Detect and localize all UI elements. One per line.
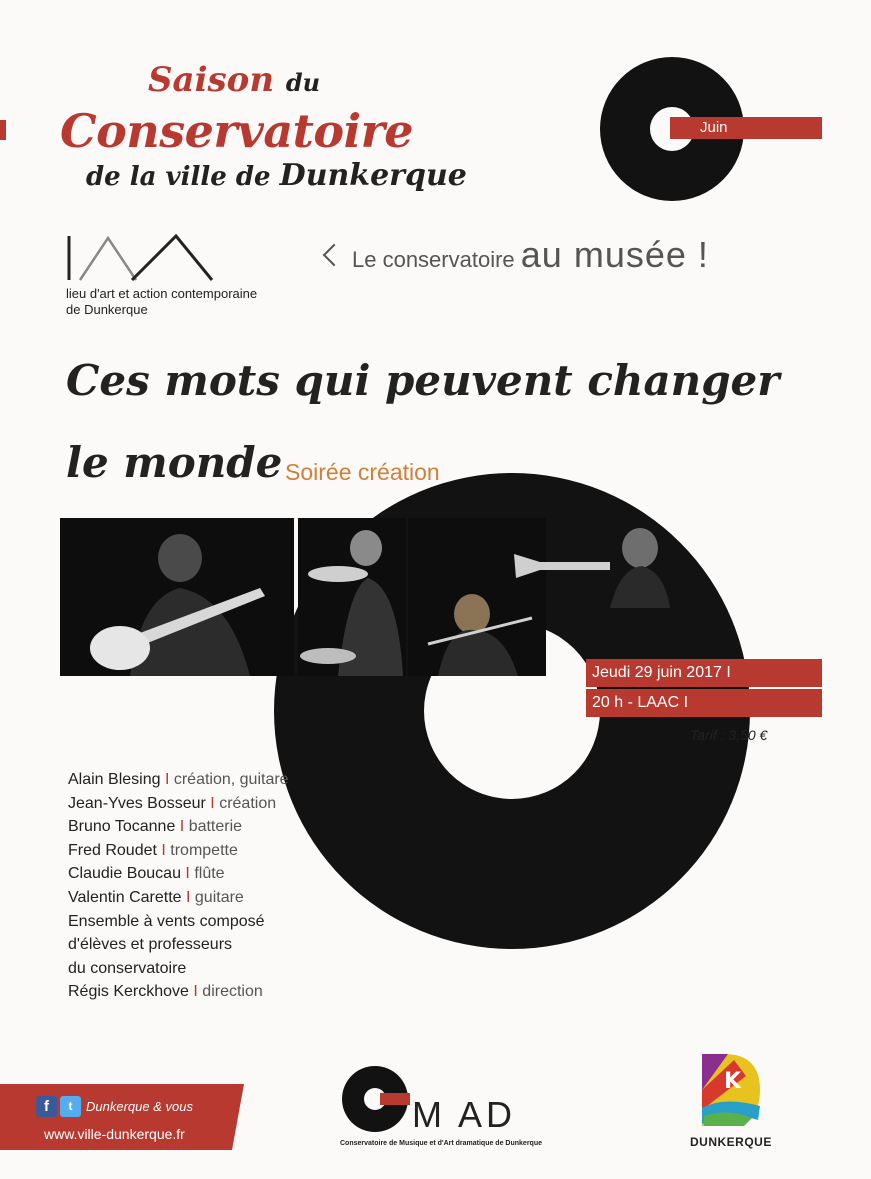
event-date: Jeudi 29 juin 2017 I: [592, 664, 731, 681]
laac-caption: lieu d'art et action contemporaine de Dunkerque: [66, 286, 258, 317]
performer-role: batterie: [188, 818, 243, 836]
dunkerque-label: DUNKERQUE: [690, 1135, 772, 1149]
lineup-item: [68, 839, 289, 863]
performer-name: Régis Kerckhove: [68, 983, 189, 1001]
twitter-icon[interactable]: t: [60, 1096, 81, 1117]
event-title-line1: Ces mots qui peuvent changer: [66, 356, 780, 405]
separator: I: [175, 818, 189, 836]
performer-role: direction: [202, 983, 263, 1001]
lineup-item: [68, 792, 289, 816]
social-text: Dunkerque & vous: [86, 1099, 193, 1114]
lineup-item: [68, 980, 289, 1004]
month-bar: [670, 117, 822, 139]
performer-name: Fred Roudet: [68, 841, 157, 859]
laac-logo: [66, 232, 216, 282]
event-time-place: 20 h - LAAC I: [592, 694, 689, 711]
chevron-left-icon: [323, 244, 346, 267]
separator: I: [156, 841, 171, 859]
performer-name: Valentin Carette: [68, 888, 182, 906]
edge-mark: [0, 120, 6, 140]
event-title-line2: le monde: [66, 438, 283, 487]
title-saison: Saison du: [148, 60, 321, 100]
separator: I: [160, 771, 174, 788]
lineup-item: [68, 768, 289, 792]
performer-role: création, guitare: [173, 771, 289, 788]
separator: I: [205, 794, 220, 812]
performer-role: trompette: [170, 841, 238, 859]
series-title: Le conservatoire au musée !: [326, 234, 709, 276]
performer-name: du conservatoire: [68, 959, 187, 977]
event-time-box: [586, 689, 822, 717]
dunkerque-logo: [694, 1050, 764, 1130]
performer-name: Bruno Tocanne: [68, 818, 176, 836]
svg-text:K: K: [724, 1069, 742, 1094]
event-date-box: [586, 659, 822, 687]
performer-name: Alain Blesing: [68, 771, 161, 788]
lineup-item: [68, 957, 289, 981]
lineup-item: [68, 862, 289, 886]
lineup-item: [68, 910, 289, 934]
title-ville: de la ville de Dunkerque: [86, 158, 467, 193]
separator: I: [180, 865, 195, 883]
lineup-item: [68, 815, 289, 839]
website-link[interactable]: www.ville-dunkerque.fr: [44, 1126, 185, 1142]
title-conservatoire: Conservatoire: [60, 104, 414, 158]
performer-name: Claudie Boucau: [68, 865, 181, 883]
separator: I: [188, 983, 203, 1001]
cmad-caption: Conservatoire de Musique et d'Art dramatique de Dunkerque: [340, 1140, 542, 1147]
lineup-item: [68, 886, 289, 910]
cmad-logo: [340, 1064, 410, 1134]
performer-name: d'élèves et professeurs: [68, 936, 233, 954]
lineup-item: [68, 933, 289, 957]
performer-name: Ensemble à vents composé: [68, 912, 265, 930]
performer-name: Jean-Yves Bosseur: [68, 794, 206, 812]
cmad-letters: M AD: [412, 1094, 517, 1135]
photo-drummer: [298, 518, 406, 676]
month-label: Juin: [700, 119, 728, 136]
performer-role: guitare: [194, 888, 244, 906]
event-subtitle: Soirée création: [285, 459, 440, 485]
tarif: Tarif : 3,50 €: [690, 727, 768, 743]
photo-trumpeter: [510, 518, 670, 608]
separator: I: [181, 888, 195, 906]
facebook-icon[interactable]: f: [36, 1096, 57, 1117]
photo-guitarist: [60, 518, 294, 676]
performer-role: création: [219, 794, 277, 812]
lineup-list: [68, 768, 289, 1004]
performer-role: flûte: [194, 865, 225, 883]
